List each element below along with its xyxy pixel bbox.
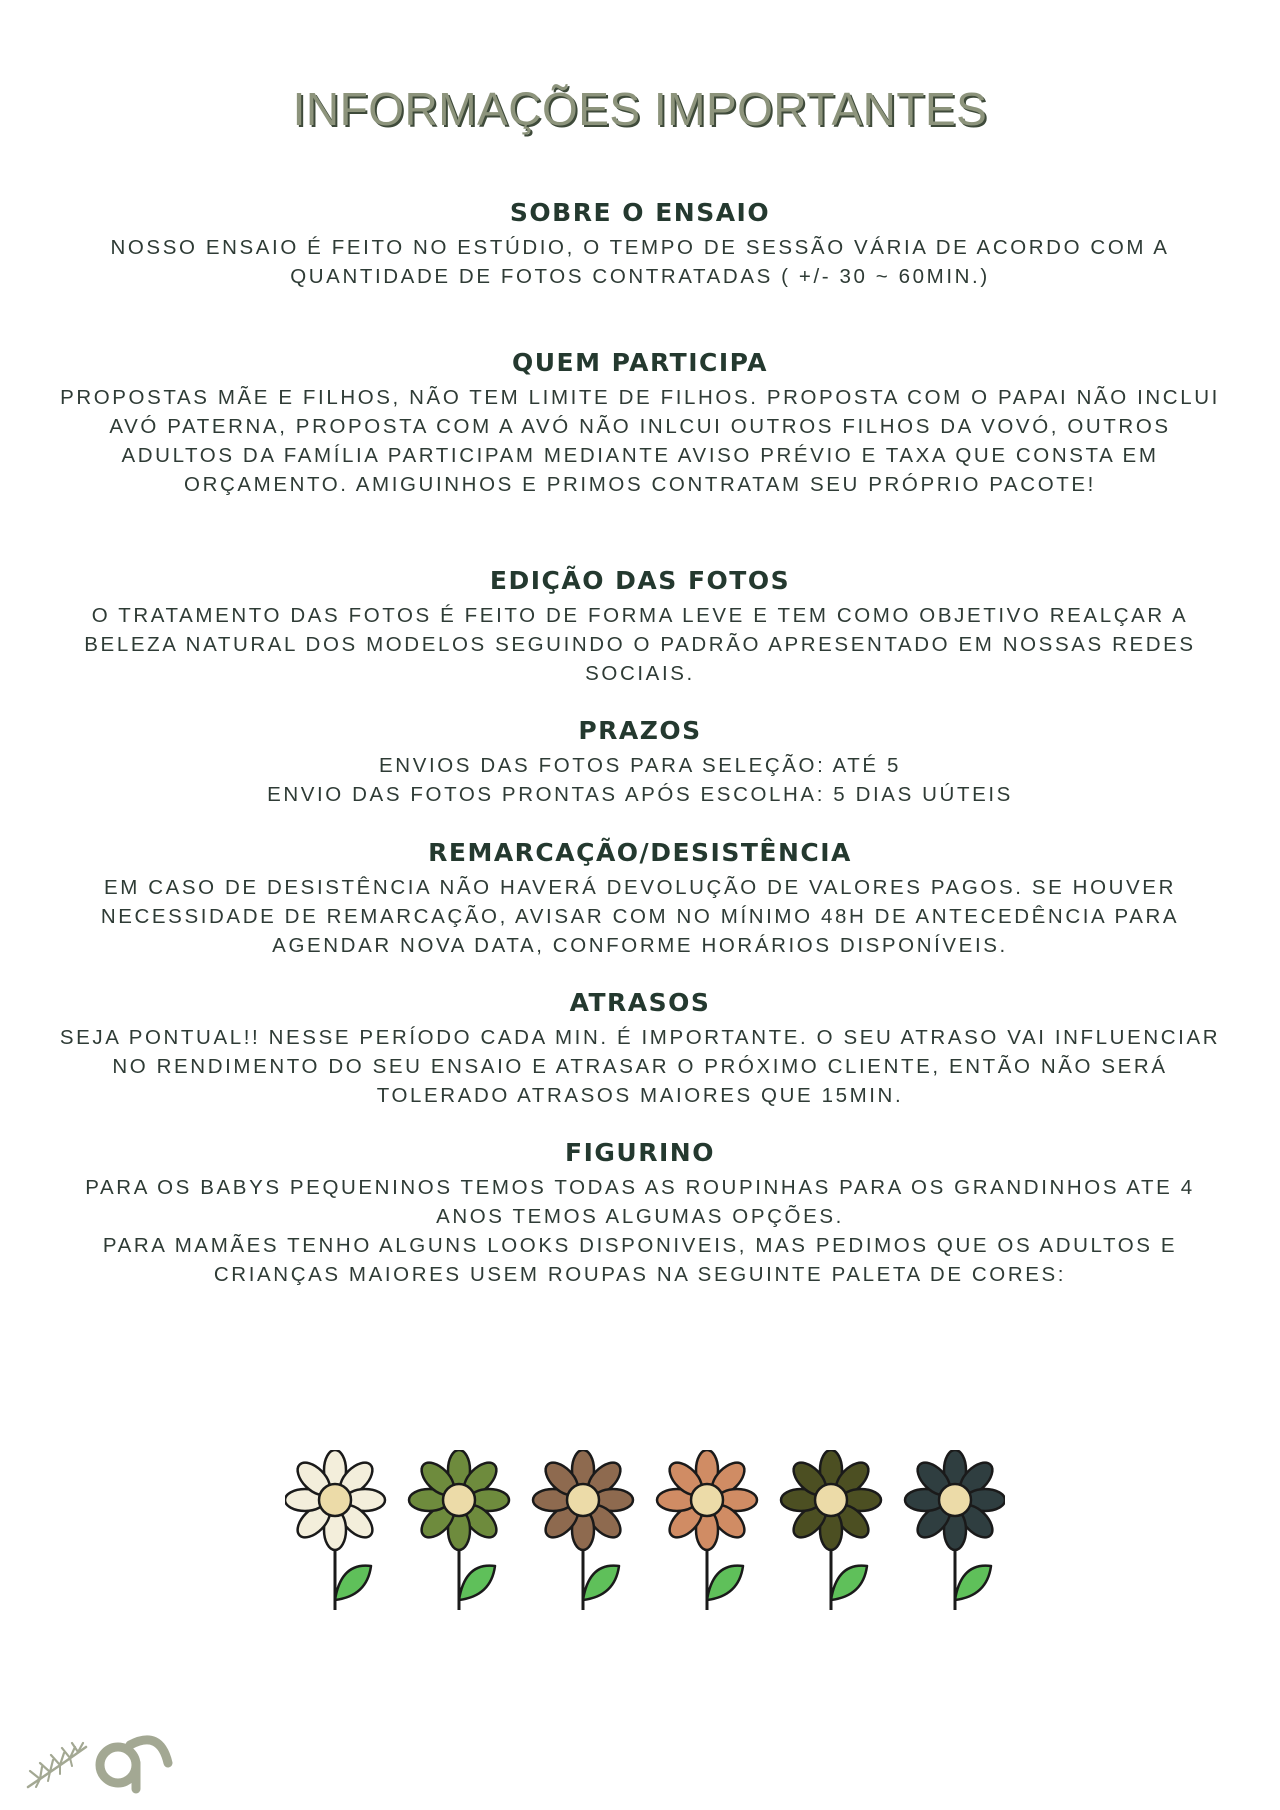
flower-swatch	[781, 1450, 881, 1610]
flower-swatch	[285, 1450, 385, 1610]
section-sobre-o-ensaio	[50, 198, 1230, 291]
section-text-line: NO RENDIMENTO DO SEU ENSAIO E ATRASAR O PRÓXIMO CLIENTE, ENTÃO NÃO SERÁ	[112, 1055, 1168, 1078]
section-text-line: BELEZA NATURAL DOS MODELOS SEGUINDO O PADRÃO APRESENTADO EM NOSSAS REDES	[84, 633, 1196, 656]
section-atrasos	[50, 988, 1230, 1110]
section-heading: EDIÇÃO DAS FOTOS	[489, 566, 791, 595]
section-heading: QUEM PARTICIPA	[511, 348, 769, 377]
leaf-branch-monogram-icon	[28, 1740, 168, 1789]
section-text-line: ADULTOS DA FAMÍLIA PARTICIPAM MEDIANTE AVISO PRÉVIO E TAXA QUE CONSTA EM	[121, 444, 1159, 467]
section-text-line: PARA MAMÃES TENHO ALGUNS LOOKS DISPONIVEIS, MAS PEDIMOS QUE OS ADULTOS E	[102, 1234, 1178, 1257]
section-edicao-das-fotos	[50, 566, 1230, 688]
section-text-line: PROPOSTAS MÃE E FILHOS, NÃO TEM LIMITE DE FILHOS. PROPOSTA COM O PAPAI NÃO INCLUI	[60, 386, 1220, 409]
section-text-line: ORÇAMENTO. AMIGUINHOS E PRIMOS CONTRATAM SEU PRÓPRIO PACOTE!	[184, 473, 1096, 496]
flower-swatch	[409, 1450, 509, 1610]
section-heading: PRAZOS	[578, 716, 702, 745]
section-text-line: PARA OS BABYS PEQUENINOS TEMOS TODAS AS ROUPINHAS PARA OS GRANDINHOS ATE 4	[85, 1176, 1195, 1199]
section-text-line: AGENDAR NOVA DATA, CONFORME HORÁRIOS DISPONÍVEIS.	[272, 934, 1008, 957]
section-text-line: NOSSO ENSAIO É FEITO NO ESTÚDIO, O TEMPO DE SESSÃO VÁRIA DE ACORDO COM A	[110, 236, 1170, 259]
section-text-line: SOCIAIS.	[585, 662, 695, 685]
section-heading: ATRASOS	[569, 988, 711, 1017]
section-text-line: NECESSIDADE DE REMARCAÇÃO, AVISAR COM NO MÍNIMO 48H DE ANTECEDÊNCIA PARA	[100, 905, 1180, 928]
section-text-line: AVÓ PATERNA, PROPOSTA COM A AVÓ NÃO INLCUI OUTROS FILHOS DA VOVÓ, OUTROS	[109, 415, 1171, 438]
page-title: INFORMAÇÕES IMPORTANTES	[292, 83, 988, 135]
section-prazos	[50, 716, 1230, 809]
section-text-line: ENVIO DAS FOTOS PRONTAS APÓS ESCOLHA: 5 DIAS UÚTEIS	[267, 783, 1013, 806]
section-text-line: SEJA PONTUAL!! NESSE PERÍODO CADA MIN. É IMPORTANTE. O SEU ATRASO VAI INFLUENCIAR	[59, 1026, 1221, 1049]
studio-logo	[18, 1705, 183, 1795]
section-text-line: O TRATAMENTO DAS FOTOS É FEITO DE FORMA LEVE E TEM COMO OBJETIVO REALÇAR A	[91, 604, 1189, 627]
section-text-line: ANOS TEMOS ALGUMAS OPÇÕES.	[436, 1205, 844, 1228]
section-text-line: EM CASO DE DESISTÊNCIA NÃO HAVERÁ DEVOLUÇÃO DE VALORES PAGOS. SE HOUVER	[103, 876, 1176, 899]
section-figurino	[50, 1138, 1230, 1289]
section-quem-participa	[50, 348, 1230, 499]
section-heading: REMARCAÇÃO/DESISTÊNCIA	[428, 838, 852, 867]
color-palette-flowers	[285, 1450, 1005, 1610]
section-text-line: ENVIOS DAS FOTOS PARA SELEÇÃO: ATÉ 5	[379, 754, 901, 777]
section-remarcacao-desistencia	[50, 838, 1230, 960]
section-heading: SOBRE O ENSAIO	[509, 198, 771, 227]
section-text-line: QUANTIDADE DE FOTOS CONTRATADAS ( +/- 30 ~ 60MIN.)	[290, 265, 990, 288]
flower-swatch	[657, 1450, 757, 1610]
section-text-line: CRIANÇAS MAIORES USEM ROUPAS NA SEGUINTE PALETA DE CORES:	[213, 1263, 1067, 1286]
flower-swatch	[905, 1450, 1005, 1610]
flower-swatch	[533, 1450, 633, 1610]
section-heading: FIGURINO	[565, 1138, 715, 1167]
section-text-line: TOLERADO ATRASOS MAIORES QUE 15MIN.	[376, 1084, 904, 1107]
